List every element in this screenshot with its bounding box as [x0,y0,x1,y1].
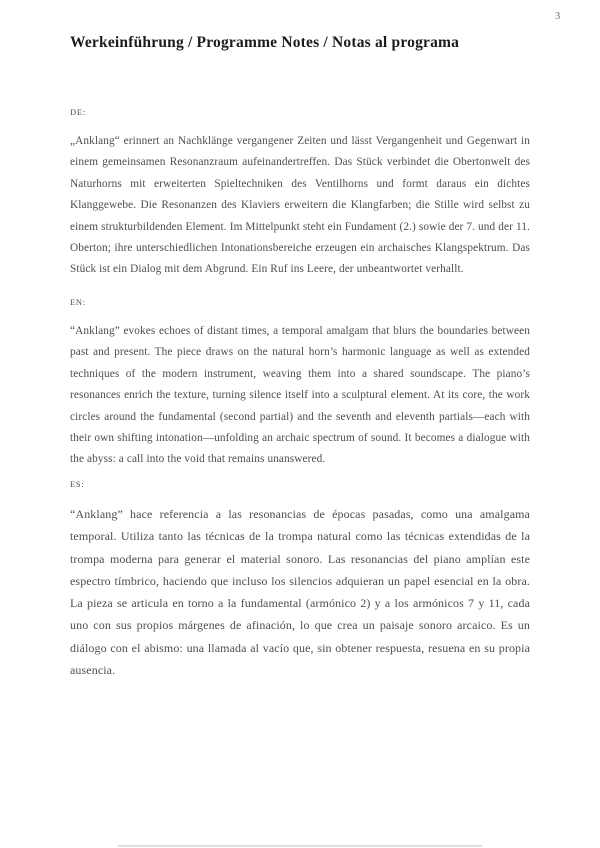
section-english [70,297,530,471]
page-title: Werkeinführung / Programme Notes / Notas al programa [70,34,460,51]
section-german [70,107,530,281]
language-label-de: DE: [70,107,86,117]
paragraph-spanish: “Anklang” hace referencia a las resonancias de épocas pasadas, como una amalgama temporal. Utiliza tanto las técnicas de la trompa natural como las técnicas extendidas de la trompa moderna para generar el material sonoro. Las resonancias del piano amplían este espectro tímbrico, haciendo que incluso los silencios adquieran un papel esencial en la obra. La pieza se articula en torno a la fundamental (armónico 2) y a los armónicos 7 y 11, cada uno con sus propios márgenes de afinación, lo que crea un paisaje sonoro arcaico. Es un diálogo con el abismo: una llamada al vacío que, sin obtener respuesta, resuena en su propia ausencia. [70,507,530,678]
paragraph-english: “Anklang” evokes echoes of distant times, a temporal amalgam that blurs the boundaries between past and present. The piece draws on the natural horn’s harmonic language as well as extended techniques of the modern instrument, weaving them into a shared soundscape. The piano’s resonances enrich the texture, turning silence itself into a sculptural element. At its core, the work circles around the fundamental (second partial) and the seventh and eleventh partials—each with their own shifting intonation—unfolding an archaic spectrum of sound. It becomes a dialogue with the abyss: a call into the void that remains unanswered. [70,325,530,466]
language-label-en: EN: [70,297,86,307]
language-label-es: ES: [70,479,85,489]
paragraph-german: „Anklang“ erinnert an Nachklänge vergangener Zeiten und lässt Vergangenheit und Gegenwart in einem gemeinsamen Resonanzraum aufeinandertreffen. Das Stück verbindet die Obertonwelt des Naturhorns mit erweiterten Spieltechniken des Ventilhorns und formt daraus ein dichtes Klanggewebe. Die Resonanzen des Klaviers erweitern die Klangfarben; die Stille wird selbst zu einem strukturbildenden Element. Im Mittelpunkt steht ein Fundament (2.) sowie der 7. und der 11. Oberton; ihre unterschiedlichen Intonationsbereiche erzeugen ein archaisches Klangspektrum. Das Stück ist ein Dialog mit dem Abgrund. Ein Ruf ins Leere, der unbeantwortet verhallt. [70,135,530,276]
page-bottom-divider [118,845,482,847]
section-spanish [70,479,530,681]
page-number: 3 [555,11,561,22]
